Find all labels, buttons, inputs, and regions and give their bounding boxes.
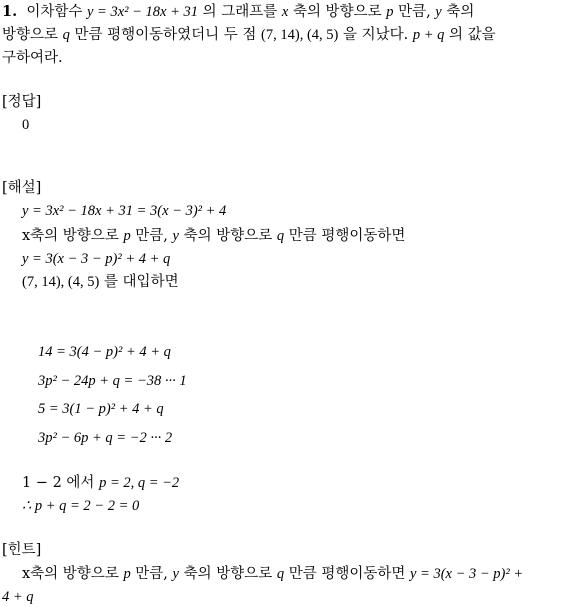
problem-equation: y = 3x² − 18x + 31 (87, 4, 199, 20)
p-variable: p (123, 228, 131, 244)
problem-text: 방향으로 (2, 27, 59, 43)
result-prefix: 1 − 2 에서 (22, 475, 95, 491)
hint-formula-continued: 4 + q (2, 589, 34, 605)
equation-2: 3p² − 24p + q = −38 ··· 1 (38, 373, 187, 389)
problem-text: 축의 방향으로 (292, 4, 382, 20)
solution-text: x축의 방향으로 (22, 228, 119, 244)
hint-text: 축의 방향으로 (183, 566, 273, 582)
y-variable: y (435, 4, 442, 20)
hint-line-1 (22, 564, 523, 584)
solution-label: [해설] (2, 180, 42, 196)
solution-text: 만큼, (135, 228, 168, 244)
problem-text: 이차함수 (26, 4, 83, 20)
problem-line-3: 구하여라. (2, 50, 63, 66)
p-variable: p (386, 4, 394, 20)
solution-step-2 (22, 226, 405, 246)
problem-text: 의 그래프를 (202, 4, 278, 20)
hint-formula: y = 3(x − 3 − p)² + (409, 566, 524, 582)
hint-text: 만큼 평행이동하면 (288, 566, 406, 582)
problem-line-1 (2, 2, 474, 22)
solution-text: 만큼 평행이동하면 (288, 228, 406, 244)
equation-1: 14 = 3(4 − p)² + 4 + q (38, 344, 171, 360)
solution-text: 를 대입하면 (103, 274, 179, 290)
q-variable: q (62, 27, 70, 43)
problem-text: 만큼 평행이동하였더니 두 점 (74, 27, 257, 43)
result-values: p = 2, q = −2 (99, 475, 180, 491)
answer-label: [정답] (2, 94, 42, 110)
solution-step-4 (22, 272, 179, 292)
points: (7, 14), (4, 5) (261, 27, 339, 43)
y-variable: y (172, 566, 179, 582)
hint-text: x축의 방향으로 (22, 566, 119, 582)
hint-label: [힌트] (2, 542, 42, 558)
solution-text: 축의 방향으로 (183, 228, 273, 244)
problem-text: 을 지났다. (342, 27, 409, 43)
hint-text: 만큼, (135, 566, 168, 582)
points: (7, 14), (4, 5) (22, 274, 100, 290)
result-line (22, 473, 179, 493)
solution-step-1: y = 3x² − 18x + 31 = 3(x − 3)² + 4 (22, 203, 227, 219)
solution-step-3: y = 3(x − 3 − p)² + 4 + q (22, 251, 171, 267)
problem-text: 축의 (446, 4, 475, 20)
equation-4: 3p² − 6p + q = −2 ··· 2 (38, 430, 173, 446)
problem-text: 만큼, (398, 4, 431, 20)
problem-number: 1. (2, 3, 18, 20)
p-variable: p (123, 566, 131, 582)
problem-text: 의 값을 (448, 27, 496, 43)
y-variable: y (172, 228, 179, 244)
x-variable: x (281, 4, 289, 20)
conclusion: ∴ p + q = 2 − 2 = 0 (22, 498, 140, 514)
q-variable: q (276, 566, 285, 582)
q-variable: q (276, 228, 285, 244)
problem-line-2 (2, 25, 496, 45)
sum-expression: p + q (412, 27, 445, 43)
equation-3: 5 = 3(1 − p)² + 4 + q (38, 401, 164, 417)
answer-value: 0 (22, 117, 30, 133)
